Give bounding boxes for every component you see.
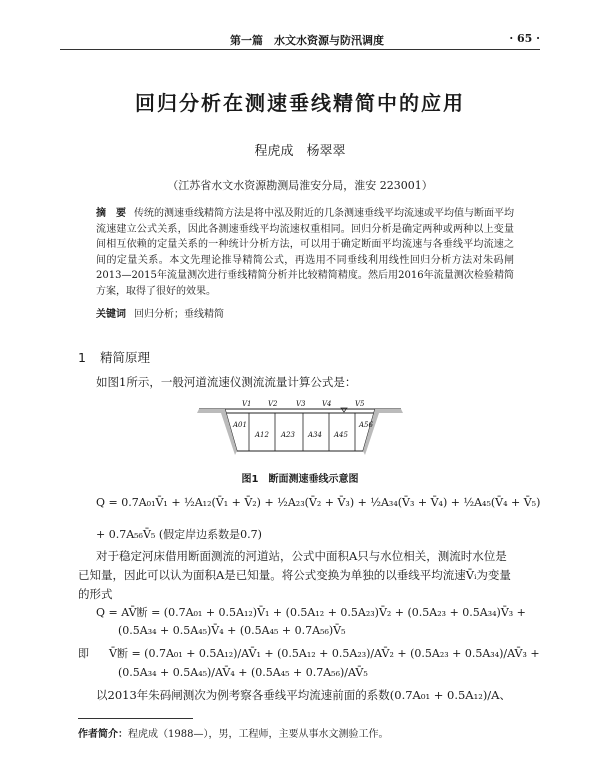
hatch-right xyxy=(363,409,403,455)
section-number: 1 xyxy=(78,350,86,365)
paragraph-2-line-3: 的形式 xyxy=(78,587,113,601)
footnote-text: 程虎成（1988—），男，工程师，主要从事水文测验工作。 xyxy=(128,729,389,740)
equation-3-prefix: 即 xyxy=(78,647,89,660)
paper-title: 回归分析在测速垂线精简中的应用 xyxy=(135,91,465,115)
keywords-text: 回归分析；垂线精简 xyxy=(134,309,224,320)
header-rule xyxy=(60,49,540,50)
footnote-label: 作者简介： xyxy=(78,729,128,740)
paragraph-2-line-2: 已知量，因此可以认为面积A是已知量。将公式变换为单独的以垂线平均流速V̄ᵢ为变量 xyxy=(78,568,511,582)
running-header xyxy=(60,30,540,48)
equation-1-line-2: + 0.7A₅₆V̄₅ (假定岸边系数是0.7) xyxy=(96,528,262,541)
section-title: 精简原理 xyxy=(99,350,150,365)
vertical-label-2: V2 xyxy=(268,400,278,408)
authors: 程虎成 杨翠翠 xyxy=(254,144,346,159)
author-footnote xyxy=(78,725,388,740)
equation-1-line-1: Q = 0.7A₀₁V̄₁ + ½A₁₂(V̄₁ + V̄₂) + ½A₂₃(V̄₂ + V̄₃) + ½A₃₄(V̄₃ + V̄₄) + ½A₄₅(V̄₄ + V̄₅) xyxy=(96,496,541,509)
paragraph-3: 以2013年朱码闸测次为例考察各垂线平均流速前面的系数(0.7A₀₁ + 0.5A₁₂)/A、 xyxy=(96,688,511,702)
paragraph-2-line-1: 对于稳定河床借用断面测流的河道站，公式中面积A只与水位相关，测流时水位是 xyxy=(96,549,507,563)
cross-section-figure xyxy=(195,395,405,465)
vertical-label-1: V1 xyxy=(242,400,252,408)
paragraph-2 xyxy=(78,547,530,604)
vertical-label-3: V3 xyxy=(296,400,306,408)
affiliation: （江苏省水文水资源勘测局淮安分局，淮安 223001） xyxy=(167,179,433,192)
keywords xyxy=(96,305,514,320)
abstract xyxy=(96,206,514,299)
abstract-text: 传统的测速垂线精简方法是将中泓及附近的几条测速垂线平均流速或平均值与断面平均流速建立公式关系，因此各测速垂线平均流速权重相同。回归分析是确定两种或两种以上变量间相互依赖的定量关系的一种统计分析方法，可以用于确定断面平均流速与各垂线平均流速之间的定量关系。本文先理论推导精简公式，再选用不同垂线利用线性回归分析方法对朱码闸2013—2015年流量测次进行垂线精简分析并比较精简精度。然后用2016年流量测次检验精简方案，取得了很好的效果。 xyxy=(96,208,514,297)
area-label-56: A56 xyxy=(359,421,373,429)
equation-2-line-1: Q = AV̄断 = (0.7A₀₁ + 0.5A₁₂)V̄₁ + (0.5A₁₂ + 0.5A₂₃)V̄₂ + (0.5A₂₃ + 0.5A₃₄)V̄₃ + xyxy=(96,606,526,619)
equation-3-line-1 xyxy=(78,645,540,661)
area-label-12: A12 xyxy=(255,431,269,439)
area-label-45: A45 xyxy=(334,431,348,439)
area-label-34: A34 xyxy=(308,431,322,439)
figure-caption: 图1 断面测速垂线示意图 xyxy=(241,474,359,485)
vertical-label-5: V5 xyxy=(355,400,365,408)
keywords-label: 关键词 xyxy=(96,309,126,320)
vertical-label-4: V4 xyxy=(322,400,332,408)
area-label-23: A23 xyxy=(281,431,295,439)
equation-2-line-2: (0.5A₃₄ + 0.5A₄₅)V̄₄ + (0.5A₄₅ + 0.7A₅₆)V̄₅ xyxy=(118,624,346,637)
paragraph-1: 如图1所示，一般河道流速仪测流流量计算公式是： xyxy=(96,375,357,389)
abstract-label: 摘 要 xyxy=(96,208,126,219)
section-heading xyxy=(78,348,150,366)
area-label-01: A01 xyxy=(233,421,247,429)
equation-3-line-2: (0.5A₃₄ + 0.5A₄₅)/AV̄₄ + (0.5A₄₅ + 0.7A₅₆)/AV̄₅ xyxy=(118,666,368,679)
footnote-rule xyxy=(78,718,193,719)
hatch-left xyxy=(197,409,237,455)
page-number: · 65 · xyxy=(509,32,540,45)
running-header-title: 第一篇 水文水资源与防汛调度 xyxy=(230,34,384,47)
equation-3-body: V̄断 = (0.7A₀₁ + 0.5A₁₂)/AV̄₁ + (0.5A₁₂ + 0.5A₂₃)/AV̄₂ + (0.5A₂₃ + 0.5A₃₄)/AV̄₃ + xyxy=(109,647,540,660)
